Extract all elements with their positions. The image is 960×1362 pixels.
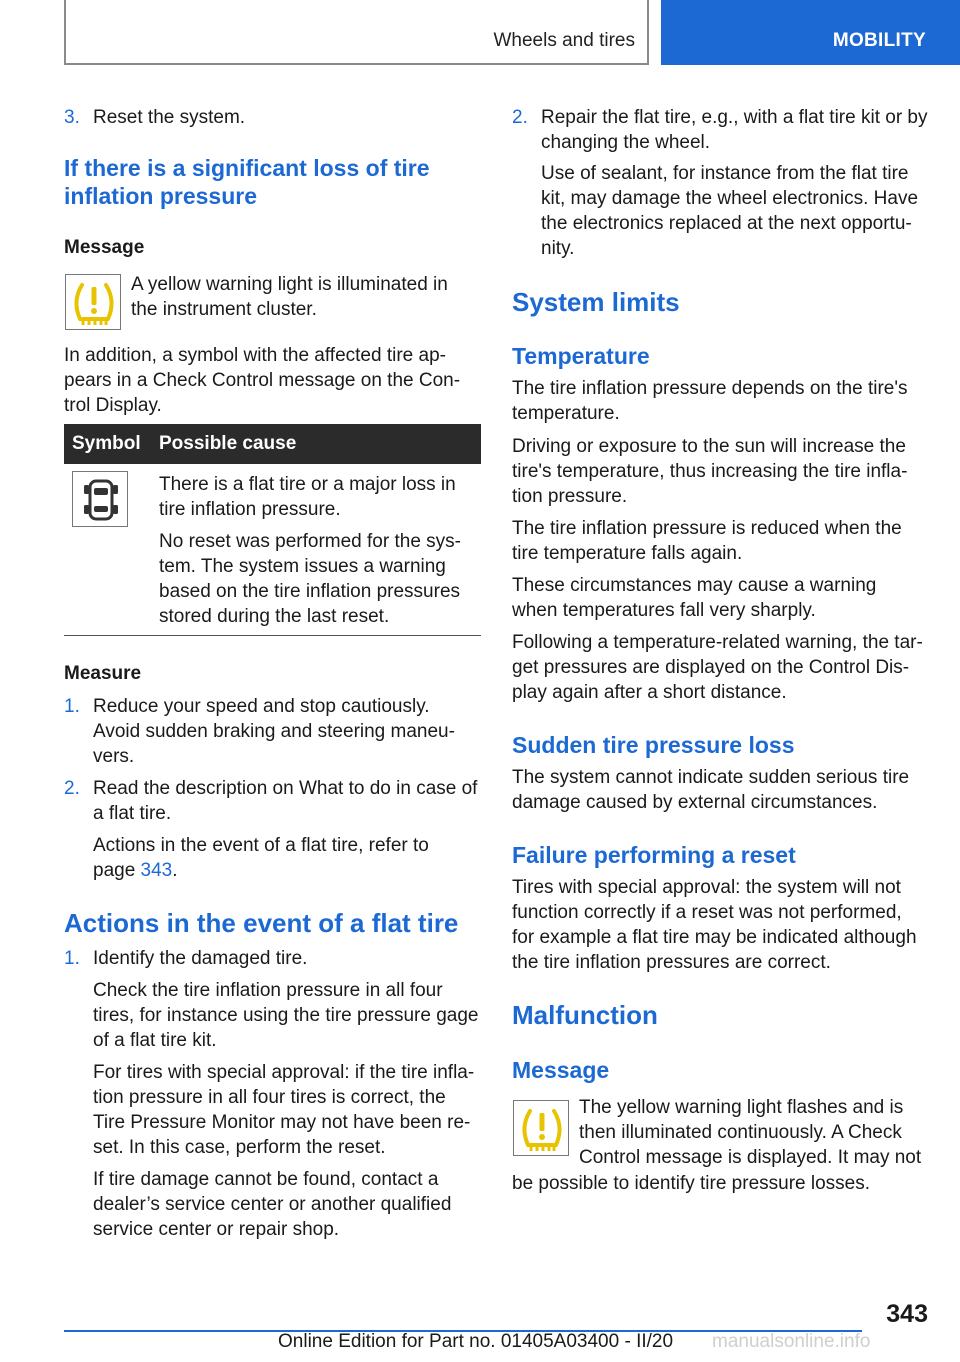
tire-pressure-warning-icon [65,274,121,330]
sealant-note: Use of sealant, for instance from the flat tire kit, may damage the wheel electronics. Have the electronics replaced at the next opportu- nity. [541,163,919,259]
temperature-paragraph-3: The tire inflation pressure is reduced when the tire temperature falls again. [512,518,902,564]
heading-temperature: Temperature [512,343,650,369]
measure-label: Measure [64,663,142,684]
heading-actions-flat-tire: Actions in the event of a flat tire [64,908,459,938]
heading-failure-reset: Failure performing a reset [512,842,796,868]
heading-malfunction: Malfunction [512,1000,658,1030]
action-1-contact-dealer: If tire damage cannot be found, contact a dealer’s service center or another qualified service center or repair shop. [93,1169,452,1240]
temperature-paragraph-2: Driving or exposure to the sun will increase the tire's temperature, thus increasing the tire infla- tion pressure. [512,436,908,507]
failure-reset-paragraph: Tires with special approval: the system will not function correctly if a reset was not performed, for example a flat tire may be indicated although the tire inflation pressures are correct. [512,877,917,973]
table-header-symbol: Symbol [72,433,141,454]
sudden-loss-paragraph: The system cannot indicate sudden serious tire damage caused by external circumstances. [512,767,910,813]
symbol-table-header [64,424,481,464]
action-1-check: Check the tire inflation pressure in all four tires, for instance using the tire pressure gage of a flat tire kit. [93,980,479,1051]
step-number: 3. [64,107,80,128]
header-section-title: Wheels and tires [493,30,635,51]
tire-pressure-warning-icon [513,1100,569,1156]
footer-watermark: manualsonline.info [712,1331,871,1352]
addition-paragraph: In addition, a symbol with the affected tire ap- pears in a Check Control message on the Con- trol Display. [64,345,461,416]
measure-2-number: 2. [64,778,80,799]
flat-tire-car-icon [72,471,128,527]
temperature-paragraph-1: The tire inflation pressure depends on the tire's temperature. [512,378,908,424]
measure-1-text: Reduce your speed and stop cautiously. Avoid sudden braking and steering maneu- vers. [93,696,455,767]
temperature-paragraph-5: Following a temperature-related warning, the tar- get pressures are displayed on the Control Dis- play again after a short distance. [512,632,923,703]
repair-step-text: Repair the flat tire, e.g., with a flat tire kit or by changing the wheel. [541,107,928,153]
repair-step-number: 2. [512,107,528,128]
measure-2-reference: Actions in the event of a flat tire, refer to page 343. [93,835,429,881]
heading-malfunction-message: Message [512,1057,610,1083]
cause-paragraph-2: No reset was performed for the sys- tem. The system issues a warning based on the tire inflation pressures stored during the last reset. [159,531,461,627]
temperature-paragraph-4: These circumstances may cause a warning when temperatures fall very sharply. [512,575,877,621]
cause-paragraph-1: There is a flat tire or a major loss in tire inflation pressure. [159,474,456,520]
heading-sudden-loss: Sudden tire pressure loss [512,732,795,758]
heading-significant-loss: If there is a significant loss of tire inflation pressure [64,155,430,209]
message-label: Message [64,237,145,258]
table-bottom-rule [64,635,481,636]
measure-1-number: 1. [64,696,80,717]
heading-system-limits: System limits [512,287,680,317]
step-text: Reset the system. [93,107,246,128]
footer-edition: Online Edition for Part no. 01405A03400 - II/20 [278,1331,674,1352]
message-text: A yellow warning light is illuminated in the instrument cluster. [131,274,448,320]
header-section-box [64,0,649,65]
action-1-special-approval: For tires with special approval: if the tire infla- tion pressure in all four tires is correct, the Tire Pressure Monitor may not have been re- set. In this case, perform the reset. [93,1062,475,1158]
action-1-identify: Identify the damaged tire. [93,948,308,969]
malfunction-message-text: The yellow warning light flashes and is then illuminated continuously. A Check Control message is displayed. It may not [579,1097,922,1168]
page-number: 343 [886,1300,928,1328]
header-chapter-tab [661,0,960,65]
action-1-number: 1. [64,948,80,969]
malfunction-message-continued: be possible to identify tire pressure losses. [512,1173,871,1194]
measure-2-text: Read the description on What to do in case of a flat tire. [93,778,478,824]
header-chapter-title: MOBILITY [832,30,926,51]
table-header-cause: Possible cause [159,433,297,454]
page-reference-link[interactable]: 343 [140,860,173,881]
